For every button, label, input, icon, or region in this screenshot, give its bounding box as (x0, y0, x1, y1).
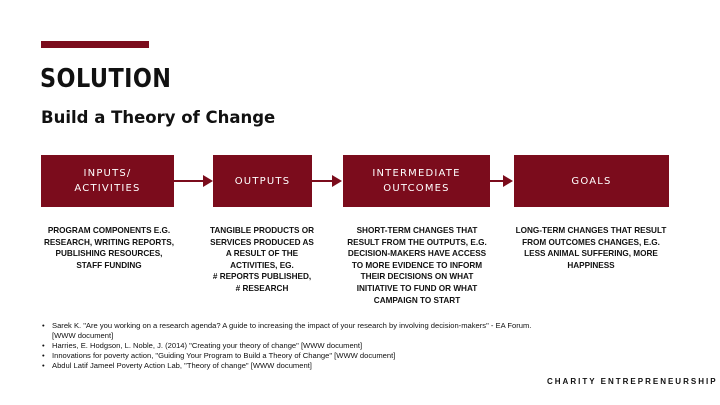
arrow-right-icon (490, 175, 514, 187)
bullet-icon: • (42, 321, 45, 330)
reference-item: • Innovations for poverty action, "Guiding Your Program to Build a Theory of Change" [WWW document] (42, 351, 396, 360)
box-inputs-activities: INPUTS/ ACTIVITIES (41, 155, 174, 207)
accent-bar (41, 41, 149, 48)
reference-item: • Abdul Latif Jameel Poverty Action Lab, "Theory of change" [WWW document] (42, 361, 312, 370)
bullet-icon: • (42, 361, 45, 370)
desc-inputs-activities: PROGRAM COMPONENTS E.G. RESEARCH, WRITING REPORTS, PUBLISHING RESOURCES, STAFF FUNDING (43, 226, 175, 270)
reference-item: [WWW document] (52, 331, 114, 340)
bullet-icon: • (42, 351, 45, 360)
arrow-right-icon (312, 175, 343, 187)
reference-item: • Harries, E. Hodgson, L. Noble, J. (2014) "Creating your theory of change" [WWW document] (42, 341, 363, 350)
reference-item: • Sarek K. "Are you working on a research agenda? A guide to increasing the impact of your research by involving decision-makers" - EA Forum. (42, 321, 532, 330)
brand-footer: CHARITY ENTREPRENEURSHIP (547, 377, 718, 386)
arrow-right-icon (174, 175, 214, 187)
references-list (42, 321, 602, 371)
desc-goals: LONG-TERM CHANGES THAT RESULT FROM OUTCOMES CHANGES, E.G. LESS ANIMAL SUFFERING, MORE HAPPINESS (515, 226, 667, 270)
slide-title: SOLUTION (40, 64, 172, 94)
box-outputs: OUTPUTS (213, 155, 312, 207)
desc-outputs: TANGIBLE PRODUCTS OR SERVICES PRODUCED AS A RESULT OF THE ACTIVITIES, EG. # REPORTS PUBLISHED, # RESEARCH (209, 226, 314, 293)
box-goals: GOALS (514, 155, 669, 207)
desc-intermediate-outcomes: SHORT-TERM CHANGES THAT RESULT FROM THE OUTPUTS, E.G. DECISION-MAKERS HAVE ACCESS TO MORE EVIDENCE TO INFORM THEIR DECISIONS ON WHAT INITIATIVE TO FUND OR WHAT CAMPAIGN TO START (347, 226, 487, 305)
bullet-icon: • (42, 341, 45, 350)
box-intermediate-outcomes: INTERMEDIATE OUTCOMES (343, 155, 490, 207)
slide-subtitle: Build a Theory of Change (41, 108, 276, 127)
